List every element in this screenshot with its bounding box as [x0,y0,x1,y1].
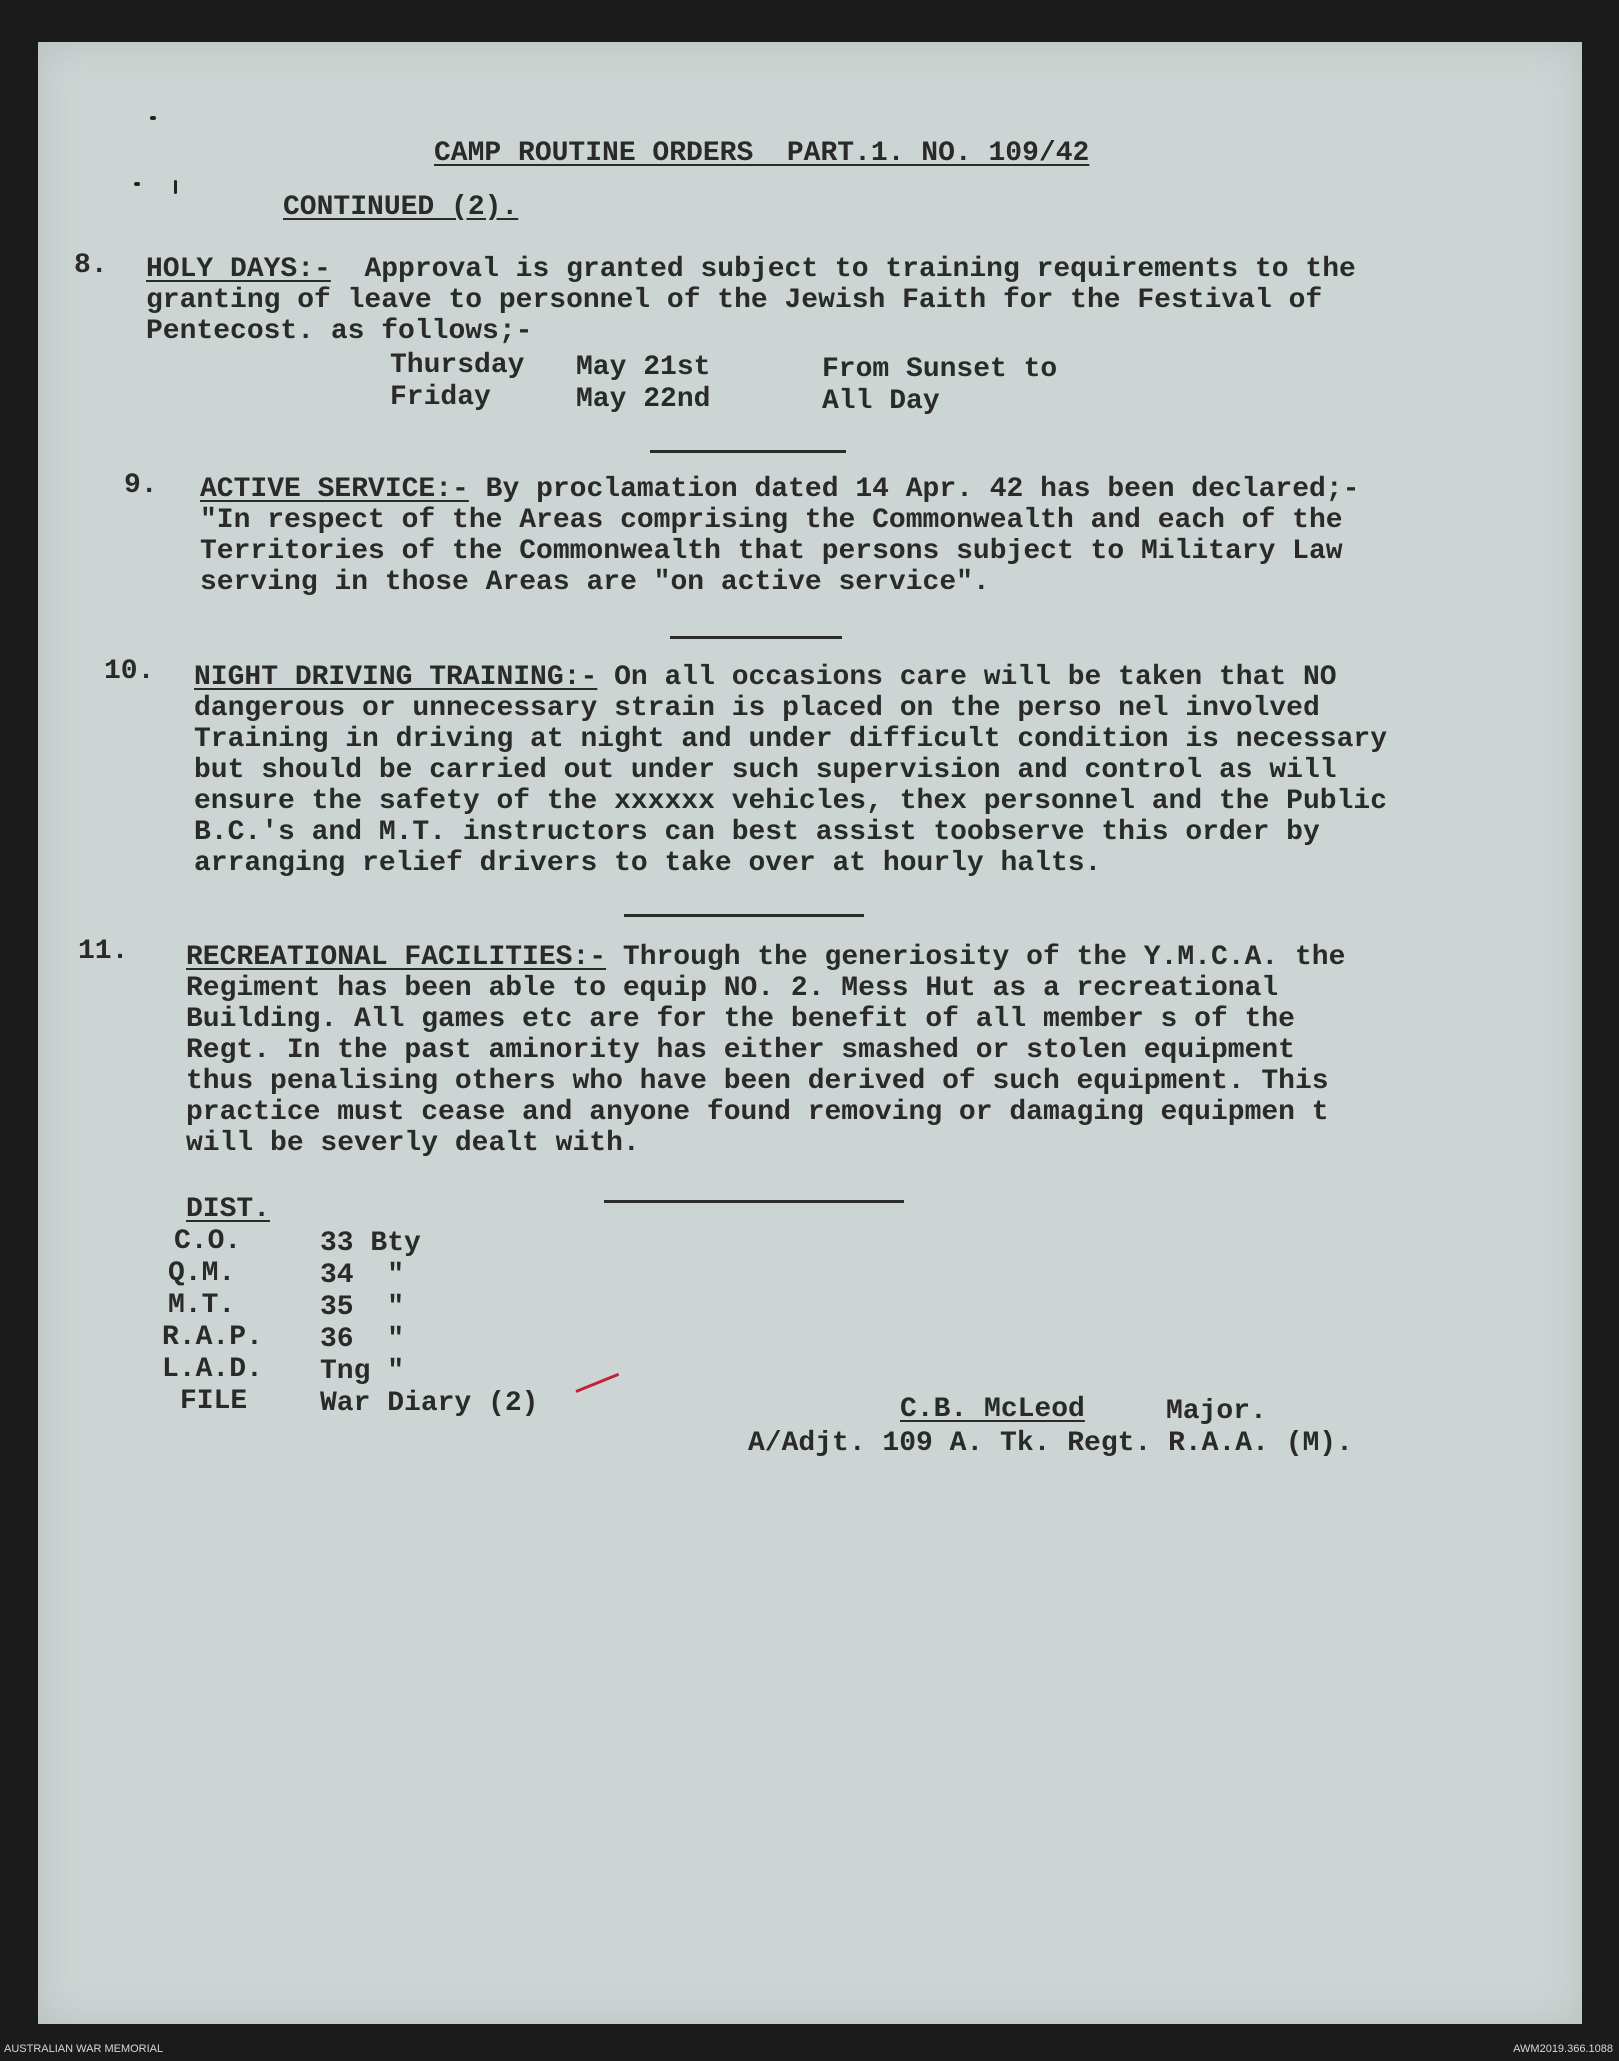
signature-unit: A/Adjt. 109 A. Tk. Regt. R.A.A. (M). [748,1428,1353,1459]
distribution-right: 35 " [320,1292,405,1323]
item-line: arranging relief drivers to take over at hourly halts. [194,848,1102,879]
divider [624,914,864,917]
item-number: 10. [104,656,155,687]
schedule-date: May 21st [576,352,711,383]
item-line: Pentecost. as follows;- [146,316,533,347]
item-number: 8. [74,250,108,281]
item-night-driving [194,662,1387,879]
distribution-left: Q.M. [168,1258,236,1289]
distribution-right: 34 " [320,1260,405,1291]
item-line: Regiment has been able to equip NO. 2. Mess Hut as a recreational [186,973,1279,1004]
item-line: ensure the safety of the xxxxxx vehicles, thex personnel and the Public [194,786,1387,817]
item-line: Territories of the Commonwealth that persons subject to Military Law [200,536,1343,567]
distribution-right: 36 " [320,1324,405,1355]
ink-mark [150,116,156,120]
item-line: B.C.'s and M.T. instructors can best assist toobserve this order by [194,817,1320,848]
item-number: 11. [78,936,129,967]
divider [604,1200,904,1203]
schedule-day: Friday [390,382,491,413]
distribution-left: M.T. [168,1290,236,1321]
schedule-time: All Day [822,386,940,417]
item-line: Approval is granted subject to training requirements to the [364,254,1356,285]
distribution-right: War Diary (2) [320,1388,539,1419]
distribution-right: 33 Bty [320,1228,421,1259]
distribution-left: C.O. [174,1226,242,1257]
item-number: 9. [124,470,158,501]
schedule-date: May 22nd [576,384,711,415]
ink-mark [134,182,140,186]
item-line: Through the generiosity of the Y.M.C.A. the [622,942,1346,973]
item-line: will be severly dealt with. [186,1128,640,1159]
footer-right: AWM2019.366.1088 [1513,2043,1613,2055]
page-title: CAMP ROUTINE ORDERS PART.1. NO. 109/42 [434,138,1090,169]
divider [670,636,842,639]
distribution-left: R.A.P. [162,1322,263,1353]
item-heading: NIGHT DRIVING TRAINING:- [194,662,598,693]
distribution-heading: DIST. [186,1194,271,1225]
item-line: On all occasions care will be taken that NO [614,662,1337,693]
item-heading: ACTIVE SERVICE:- [200,474,469,505]
item-holy-days [146,254,1356,347]
item-line: Regt. In the past aminority has either smashed or stolen equipment [186,1035,1295,1066]
item-line: practice must cease and anyone found removing or damaging equipmen t [186,1097,1329,1128]
item-line: "In respect of the Areas comprising the Commonwealth and each of the [200,505,1343,536]
item-recreational [186,942,1345,1159]
item-line: thus penalising others who have been derived of such equipment. This [186,1066,1329,1097]
divider [650,450,846,453]
item-active-service [200,474,1359,598]
item-line: serving in those Areas are "on active service". [200,567,990,598]
distribution-left: L.A.D. [162,1354,263,1385]
continued-label: CONTINUED (2). [283,192,519,223]
item-line: granting of leave to personnel of the Jewish Faith for the Festival of [146,285,1323,316]
item-line: Building. All games etc are for the benefit of all member s of the [186,1004,1295,1035]
distribution-right: Tng " [320,1356,405,1387]
item-line: but should be carried out under such supervision and control as will [194,755,1337,786]
item-heading: HOLY DAYS:- [146,254,331,285]
item-line: dangerous or unnecessary strain is placed on the perso nel involved [194,693,1320,724]
signature-rank: Major. [1166,1396,1267,1427]
item-heading: RECREATIONAL FACILITIES:- [186,942,607,973]
item-line: Training in driving at night and under difficult condition is necessary [194,724,1387,755]
schedule-time: From Sunset to [822,354,1058,385]
distribution-left: FILE [180,1386,248,1417]
document-page [38,42,1582,2024]
ink-mark [174,180,177,194]
footer-left: AUSTRALIAN WAR MEMORIAL [4,2043,164,2055]
red-tick-mark [575,1373,619,1393]
item-line: By proclamation dated 14 Apr. 42 has been declared;- [485,474,1360,505]
schedule-day: Thursday [390,350,525,381]
signature-name: C.B. McLeod [900,1394,1085,1425]
